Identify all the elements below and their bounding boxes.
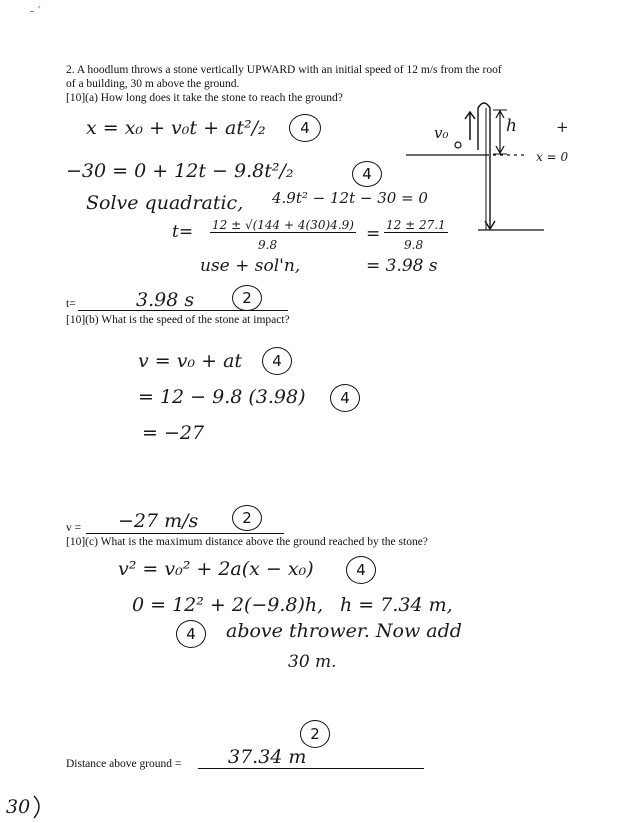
t-formula-numerator: 12 ± √(144 + 4(30)4.9) (212, 218, 354, 232)
part-c-note2: 30 m. (288, 652, 337, 672)
part-b-question: [10](b) What is the speed of the stone at impact? (66, 314, 290, 326)
part-c-answer-score: 2 (300, 720, 330, 748)
part-b-eq2-score: 4 (330, 384, 360, 412)
part-b-answer-score: 2 (232, 505, 262, 531)
diagram-x0-label: x = 0 (536, 150, 569, 164)
part-c-answer-label: Distance above ground = (66, 758, 182, 770)
part-b-eq1: v = v₀ + at (138, 350, 243, 372)
problem-statement-line1: 2. A hoodlum throws a stone vertically UPWARD with an initial speed of 12 m/s from the roof (66, 64, 502, 76)
part-b-eq1-score: 4 (262, 347, 292, 375)
t-simplified-numerator: 12 ± 27.1 (386, 218, 446, 232)
t-formula-denominator: 9.8 (258, 238, 278, 252)
part-c-note: above thrower. Now add (226, 620, 462, 642)
solve-quadratic-label: Solve quadratic, (86, 192, 244, 214)
part-b-answer: −27 m/s (118, 510, 199, 532)
diagram-v0-label: v₀ (434, 124, 449, 142)
t-simplified-denominator: 9.8 (404, 238, 424, 252)
part-a-eq2-score: 4 (352, 161, 382, 187)
part-c-eq1: v² = v₀² + 2a(x − x₀) (118, 558, 314, 580)
stray-marks: - ′ (30, 4, 41, 18)
part-a-eq2: −30 = 0 + 12t − 9.8t²/₂ (66, 160, 294, 182)
part-a-answer: 3.98 s (136, 289, 195, 311)
quadratic-equation: 4.9t² − 12t − 30 = 0 (272, 189, 428, 207)
equals-sign: = (366, 224, 381, 244)
part-a-answer-label: t= (66, 298, 76, 310)
part-c-h-value: h = 7.34 m, (340, 594, 453, 616)
page-total-score: 30 (6, 796, 31, 818)
part-b-eq2: = 12 − 9.8 (3.98) (138, 386, 306, 408)
diagram-h-label: h (506, 116, 517, 136)
part-c-eq2: 0 = 12² + 2(−9.8)h, (132, 594, 324, 616)
t-equals-label: t= (172, 222, 194, 242)
part-c-note-score: 4 (176, 620, 206, 648)
part-c-eq1-score: 4 (346, 556, 376, 584)
part-c-answer: 37.34 m (228, 746, 307, 768)
diagram-plus-label: + (556, 118, 569, 136)
problem-statement-line2: of a building, 30 m above the ground. (66, 78, 240, 90)
part-c-question: [10](c) What is the maximum distance above the ground reached by the stone? (66, 536, 428, 548)
part-a-eq1-score: 4 (289, 114, 321, 142)
t-value: = 3.98 s (366, 256, 438, 276)
part-b-answer-label: v = (66, 522, 82, 534)
part-a-answer-score: 2 (232, 285, 262, 311)
use-solution-note: use + sol'n, (200, 256, 301, 276)
part-a-eq1: x = x₀ + v₀t + at²/₂ (86, 117, 266, 139)
part-a-question: [10](a) How long does it take the stone to reach the ground? (66, 92, 343, 104)
part-b-eq3: = −27 (142, 422, 205, 444)
